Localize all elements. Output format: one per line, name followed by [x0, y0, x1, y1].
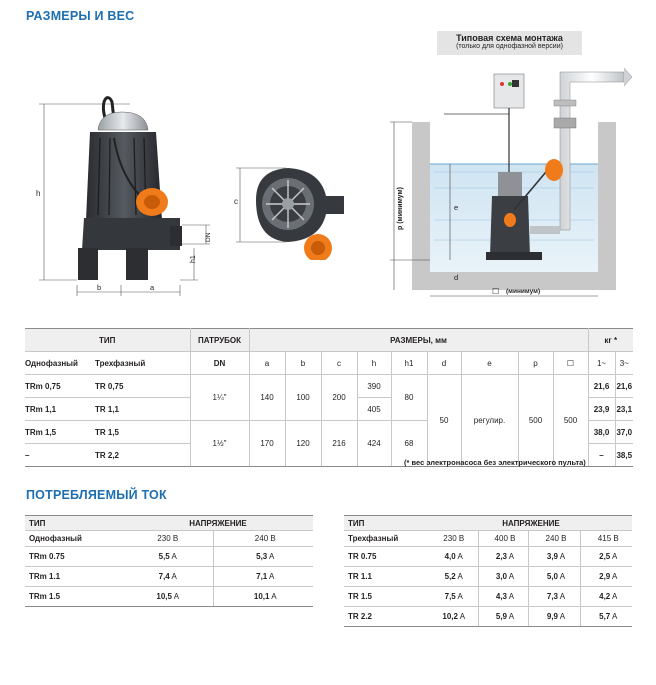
dim-cell-w1: –: [588, 444, 615, 467]
current-row-name: TRm 0.75: [25, 547, 119, 567]
dim-col-d: d: [427, 352, 461, 375]
dim-cell-a: 140: [249, 375, 285, 421]
dim-nozzle-head: ПАТРУБОК: [190, 329, 249, 352]
current-cell: 3,9 A: [528, 547, 580, 567]
install-caption-subtitle: (только для однофазной версии): [456, 43, 563, 50]
current-three-type-head: ТИП: [344, 516, 426, 531]
current-cell: 7,1 A: [213, 567, 313, 587]
dim-label-square-min: (минимум): [506, 288, 541, 295]
dim-cell-b: 100: [285, 375, 321, 421]
current-single-col: 230 В: [119, 531, 213, 547]
install-caption-title: Типовая схема монтажа: [456, 33, 563, 43]
current-row-name: TR 2.2: [344, 607, 426, 627]
dim-cell-dn: 1¼": [190, 375, 249, 421]
dim-dn-head: DN: [190, 352, 249, 375]
dim-col-p: p: [518, 352, 553, 375]
current-cell: 5,7 A: [580, 607, 632, 627]
dim-cell-h1: 80: [391, 375, 427, 421]
current-single-type-head: ТИП: [25, 516, 119, 531]
dim-label-square: ☐: [492, 287, 500, 296]
current-cell: 3,0 A: [478, 567, 528, 587]
current-cell: 2,5 A: [580, 547, 632, 567]
dim-col-c: c: [321, 352, 357, 375]
dim-row-single: TRm 1,1: [25, 398, 95, 421]
dim-label-dn: DN: [205, 232, 212, 242]
dim-cell-w3: 23,1: [615, 398, 633, 421]
dim-label-h: h: [36, 189, 41, 198]
dim-cell-dn: 1½": [190, 421, 249, 467]
dim-row-three: TR 2,2: [95, 444, 190, 467]
dim-col-b: b: [285, 352, 321, 375]
dim-cell-w1: 23,9: [588, 398, 615, 421]
dim-cell-c: 216: [321, 421, 357, 467]
current-cell: 4,0 A: [426, 547, 478, 567]
dim-cell-w1: 21,6: [588, 375, 615, 398]
current-three-voltage-head: НАПРЯЖЕНИЕ: [426, 516, 632, 531]
dim-col-h: h: [357, 352, 391, 375]
current-row-name: TR 1.1: [344, 567, 426, 587]
current-single-sub: Однофазный: [25, 531, 119, 547]
current-three-col: 400 В: [478, 531, 528, 547]
dim-col-a: a: [249, 352, 285, 375]
dim-cell-b: 120: [285, 421, 321, 467]
current-three-col: 240 В: [528, 531, 580, 547]
dim-cell-h: 405: [357, 398, 391, 421]
dim-cell-square: 500: [553, 375, 588, 467]
dim-cell-h: 390: [357, 375, 391, 398]
current-cell: 7,4 A: [119, 567, 213, 587]
table-row: [25, 567, 313, 587]
current-three-col: 230 В: [426, 531, 478, 547]
dim-cell-h: 424: [357, 421, 391, 467]
dim-row-single: TRm 0,75: [25, 375, 95, 398]
current-cell: 4,2 A: [580, 587, 632, 607]
dim-cell-p: 500: [518, 375, 553, 467]
current-heading: ПОТРЕБЛЯЕМЫЙ ТОК: [26, 488, 167, 502]
current-cell: 7,3 A: [528, 587, 580, 607]
current-row-name: TRm 1.5: [25, 587, 119, 607]
table-row: [344, 587, 632, 607]
dim-kg-head: кг *: [588, 329, 633, 352]
current-single-voltage-head: НАПРЯЖЕНИЕ: [119, 516, 313, 531]
current-row-name: TRm 1.1: [25, 567, 119, 587]
dim-col-square: ☐: [553, 352, 588, 375]
dim-row-three: TR 0,75: [95, 375, 190, 398]
table-row: [344, 547, 632, 567]
dim-label-a: a: [150, 283, 155, 292]
dim-label-b: b: [97, 283, 102, 292]
current-cell: 5,9 A: [478, 607, 528, 627]
dim-row-three: TR 1,1: [95, 398, 190, 421]
dim-cell-w3: 38,5: [615, 444, 633, 467]
current-cell: 2,9 A: [580, 567, 632, 587]
pump-side-view-drawing: [30, 80, 220, 300]
current-three-col: 415 В: [580, 531, 632, 547]
current-cell: 4,3 A: [478, 587, 528, 607]
table-row: [344, 567, 632, 587]
pump-top-view-drawing: [226, 160, 350, 260]
install-caption: [437, 31, 582, 55]
current-cell: 2,3 A: [478, 547, 528, 567]
dim-label-p: p (минимум): [397, 187, 404, 230]
dim-label-e: e: [454, 203, 459, 212]
current-cell: 10,1 A: [213, 587, 313, 607]
current-single-table: [25, 515, 313, 607]
installation-diagram: [384, 60, 644, 300]
current-three-sub: Трехфазный: [344, 531, 426, 547]
table-row: [25, 375, 633, 398]
current-cell: 5,0 A: [528, 567, 580, 587]
dim-row-three: TR 1,5: [95, 421, 190, 444]
dim-three-head: Трехфазный: [95, 352, 190, 375]
dim-col-1ph: 1~: [588, 352, 615, 375]
table-row: [25, 547, 313, 567]
dim-col-h1: h1: [391, 352, 427, 375]
current-cell: 5,2 A: [426, 567, 478, 587]
dim-label-d: d: [454, 273, 459, 282]
table-row: [25, 587, 313, 607]
current-three-table: [344, 515, 632, 627]
dim-single-head: Однофазный: [25, 352, 95, 375]
current-cell: 7,5 A: [426, 587, 478, 607]
current-cell: 9,9 A: [528, 607, 580, 627]
dim-row-single: –: [25, 444, 95, 467]
current-cell: 10,5 A: [119, 587, 213, 607]
dim-cell-d: 50: [427, 375, 461, 467]
current-row-name: TR 0.75: [344, 547, 426, 567]
dim-cell-h1: 68: [391, 421, 427, 467]
dimensions-heading: РАЗМЕРЫ И ВЕС: [26, 9, 135, 23]
dim-cell-w3: 21,6: [615, 375, 633, 398]
dim-label-c: c: [234, 197, 238, 206]
dim-col-e: e: [461, 352, 518, 375]
dim-cell-a: 170: [249, 421, 285, 467]
dim-sizes-head: РАЗМЕРЫ, мм: [249, 329, 588, 352]
dim-col-3ph: 3~: [615, 352, 633, 375]
current-cell: 10,2 A: [426, 607, 478, 627]
dim-cell-e: регулир.: [461, 375, 518, 467]
current-row-name: TR 1.5: [344, 587, 426, 607]
dim-row-single: TRm 1,5: [25, 421, 95, 444]
table-row: [344, 607, 632, 627]
dim-cell-c: 200: [321, 375, 357, 421]
dim-label-h1: h1: [190, 255, 197, 263]
dim-type-head: ТИП: [25, 329, 190, 352]
dim-cell-w3: 37,0: [615, 421, 633, 444]
dimensions-footnote: (* вес электронасоса без электрического пульта): [404, 458, 586, 467]
current-cell: 5,3 A: [213, 547, 313, 567]
dimensions-table: [25, 328, 633, 467]
dim-cell-w1: 38,0: [588, 421, 615, 444]
current-cell: 5,5 A: [119, 547, 213, 567]
current-single-col: 240 В: [213, 531, 313, 547]
